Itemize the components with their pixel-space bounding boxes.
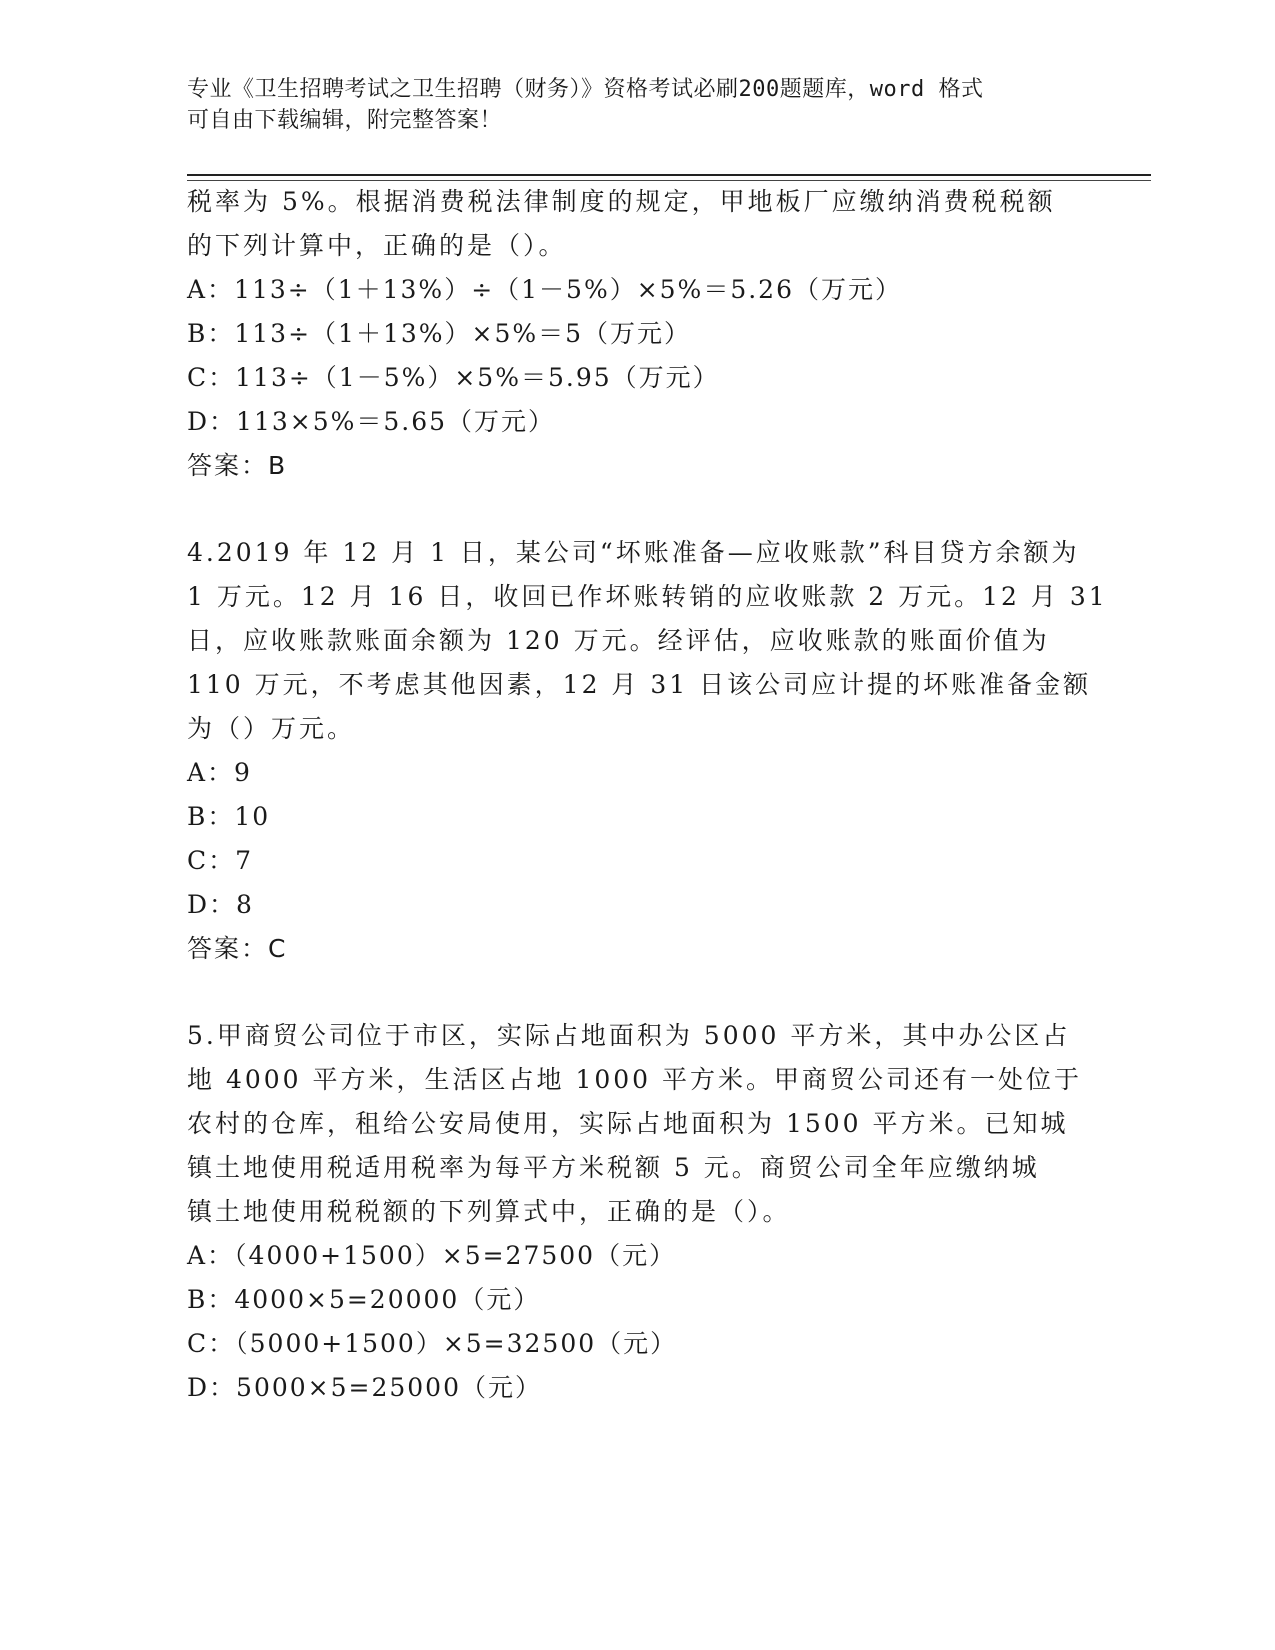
- q4-option-c: C：7: [187, 846, 254, 875]
- header-title-line-2: 可自由下载编辑，附完整答案！: [187, 108, 503, 133]
- q4-stem-line-2: 1 万元。12 月 16 日，收回已作坏账转销的应收账款 2 万元。12 月 31: [187, 582, 1108, 611]
- q4-answer: 答案：C: [187, 934, 288, 963]
- header-divider-thick: [187, 174, 1151, 176]
- q5-option-c: C：（5000+1500）×5=32500（元）: [187, 1329, 678, 1358]
- q3-option-d: D：113×5%＝5.65（万元）: [187, 407, 556, 436]
- q3-stem-line-1: 税率为 5%。根据消费税法律制度的规定，甲地板厂应缴纳消费税税额: [187, 187, 1056, 216]
- q5-stem-line-5: 镇土地使用税税额的下列算式中，正确的是（）。: [187, 1197, 791, 1226]
- q4-stem-line-5: 为（）万元。: [187, 714, 356, 743]
- q5-option-d: D：5000×5=25000（元）: [187, 1373, 542, 1402]
- q3-option-a: A：113÷（1＋13%）÷（1－5%）×5%＝5.26（万元）: [187, 275, 902, 304]
- q5-option-b: B：4000×5=20000（元）: [187, 1285, 541, 1314]
- q4-option-b: B：10: [187, 802, 271, 831]
- q3-option-c: C：113÷（1－5%）×5%＝5.95（万元）: [187, 363, 720, 392]
- q4-option-a: A：9: [187, 758, 252, 787]
- q5-stem-line-4: 镇土地使用税适用税率为每平方米税额 5 元。商贸公司全年应缴纳城: [187, 1153, 1040, 1182]
- q5-stem-line-2: 地 4000 平方米，生活区占地 1000 平方米。甲商贸公司还有一处位于: [187, 1065, 1083, 1094]
- q5-stem-line-3: 农村的仓库，租给公安局使用，实际占地面积为 1500 平方米。已知城: [187, 1109, 1069, 1138]
- document-header: [187, 74, 1067, 136]
- q4-stem-line-4: 110 万元，不考虑其他因素，12 月 31 日该公司应计提的坏账准备金额: [187, 670, 1092, 699]
- q4-option-d: D：8: [187, 890, 254, 919]
- q5-stem-line-1: 5.甲商贸公司位于市区，实际占地面积为 5000 平方米，其中办公区占: [187, 1021, 1071, 1050]
- q5-option-a: A：（4000+1500）×5=27500（元）: [187, 1241, 677, 1270]
- header-title-line-1: 专业《卫生招聘考试之卫生招聘（财务）》资格考试必刷200题题库，word 格式: [187, 77, 984, 102]
- q4-stem-line-1: 4.2019 年 12 月 1 日，某公司“坏账准备—应收账款”科目贷方余额为: [187, 538, 1080, 567]
- q3-answer: 答案：B: [187, 451, 288, 480]
- header-divider-thin: [187, 180, 1151, 181]
- q3-stem-line-2: 的下列计算中，正确的是（）。: [187, 231, 567, 260]
- q4-stem-line-3: 日，应收账款账面余额为 120 万元。经评估，应收账款的账面价值为: [187, 626, 1050, 655]
- q3-option-b: B：113÷（1＋13%）×5%＝5（万元）: [187, 319, 692, 348]
